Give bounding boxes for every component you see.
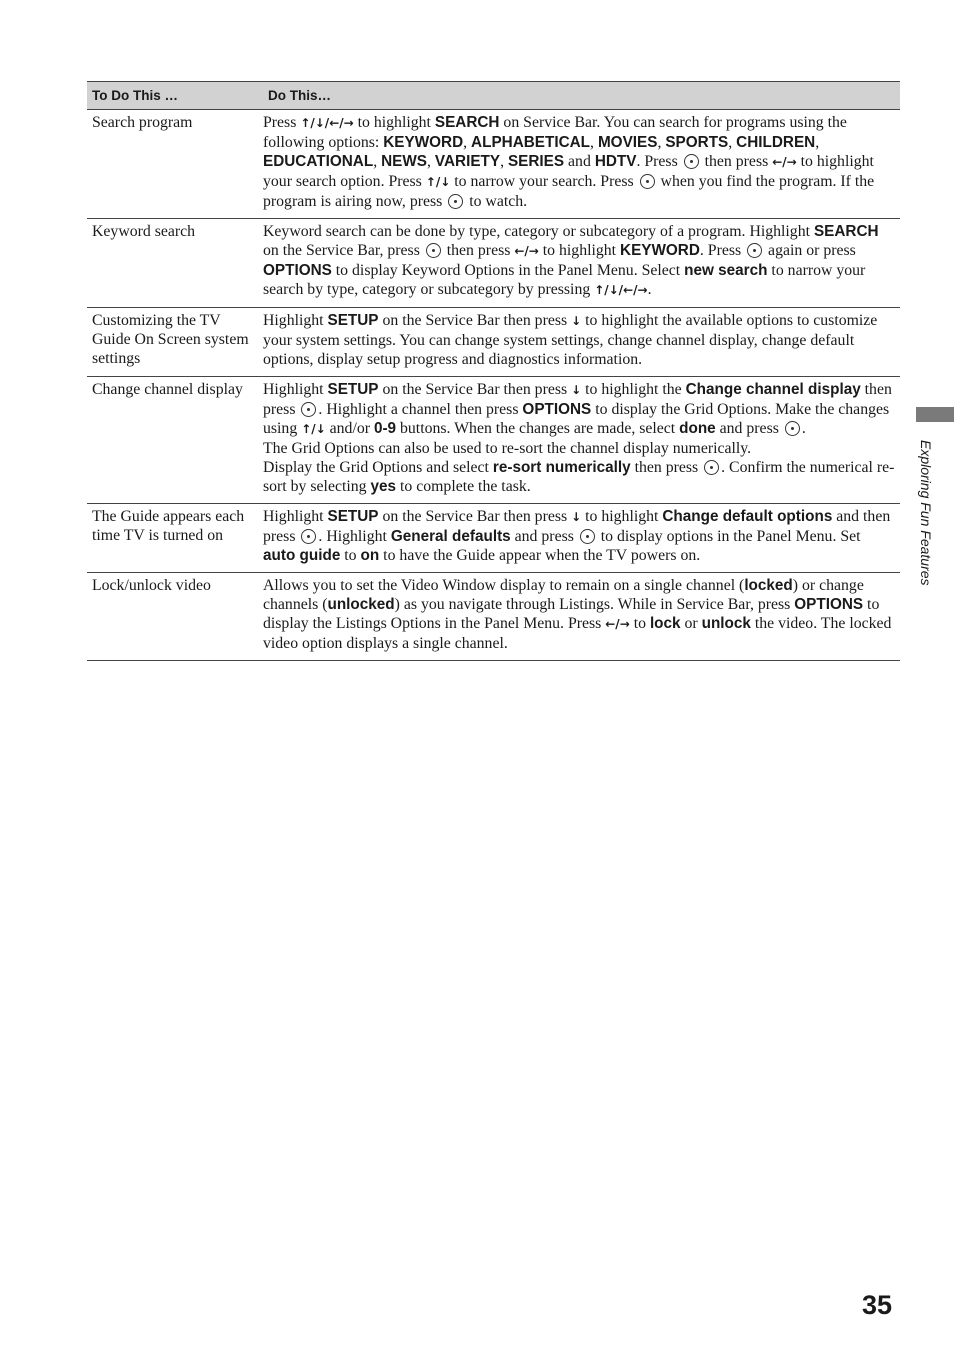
instruction-text: , xyxy=(657,134,666,151)
menu-term: General defaults xyxy=(390,528,511,545)
table-row xyxy=(87,377,900,504)
instruction-text: Highlight xyxy=(263,381,328,398)
enter-button-icon xyxy=(640,174,655,189)
enter-button-icon xyxy=(301,402,316,417)
instruction-text: or xyxy=(680,615,702,632)
row-task: Customizing the TV Guide On Screen system settings xyxy=(92,312,249,367)
instruction-text: . xyxy=(801,420,806,437)
enter-button-icon xyxy=(580,529,595,544)
row-instructions xyxy=(263,311,900,369)
header-task: To Do This … xyxy=(92,88,178,103)
menu-term: HDTV xyxy=(594,153,637,170)
row-instructions xyxy=(263,113,900,211)
menu-term: yes xyxy=(370,478,397,495)
header-action: Do This… xyxy=(268,88,331,103)
menu-term: MOVIES xyxy=(597,134,658,151)
table-header xyxy=(87,82,900,110)
instruction-text: to xyxy=(340,547,361,564)
instruction-text: on the Service Bar then press xyxy=(378,508,572,525)
menu-term: SEARCH xyxy=(434,114,500,131)
arrow-keys-icon: ↑/↓ xyxy=(301,422,326,436)
section-label xyxy=(914,440,934,640)
enter-button-icon xyxy=(785,421,800,436)
menu-term: done xyxy=(679,420,716,437)
menu-term: Change channel display xyxy=(685,381,861,398)
menu-term: locked xyxy=(744,577,793,594)
instruction-text: Highlight xyxy=(263,508,328,525)
menu-term: OPTIONS xyxy=(794,596,864,613)
row-task: The Guide appears each time TV is turned on xyxy=(92,508,245,544)
table-row xyxy=(87,308,900,377)
menu-term: auto guide xyxy=(263,547,341,564)
instruction-text: then press xyxy=(263,381,892,418)
instruction-text: to highlight xyxy=(581,508,663,525)
menu-term: ALPHABETICAL xyxy=(471,134,591,151)
instruction-text: to display the Grid Options. Make the changes using xyxy=(263,401,890,437)
menu-term: OPTIONS xyxy=(522,401,592,418)
instruction-text: . Press xyxy=(636,153,682,170)
menu-term: on xyxy=(360,547,380,564)
instruction-text: then press xyxy=(630,459,703,476)
instruction-text: the video. The locked video option displays a single channel. xyxy=(263,615,892,652)
enter-button-icon xyxy=(448,194,463,209)
instruction-text: . Confirm the numerical re-sort by selecting xyxy=(263,459,895,495)
instruction-text: Allows you to set the Video Window display to remain on a single channel ( xyxy=(263,577,745,594)
instruction-text: to highlight the xyxy=(581,381,686,398)
instruction-text: . Highlight a channel then press xyxy=(318,401,523,418)
instruction-text: . Press xyxy=(699,242,746,259)
arrow-keys-icon: ↑/↓ xyxy=(425,175,451,189)
instruction-text: , xyxy=(463,134,472,151)
arrow-keys-icon: ←/→ xyxy=(772,155,797,169)
instruction-text: ) as you navigate through Listings. While in Service Bar, press xyxy=(394,596,795,613)
instruction-text: again or press xyxy=(764,242,856,259)
table-row xyxy=(87,504,900,573)
row-instructions xyxy=(263,507,900,565)
instruction-text: and then press xyxy=(263,508,891,545)
menu-term: re-sort numerically xyxy=(492,459,631,476)
menu-term: OPTIONS xyxy=(263,262,332,279)
instruction-text: and xyxy=(564,153,595,170)
menu-term: SETUP xyxy=(327,381,379,398)
instruction-text: . Highlight xyxy=(318,528,391,545)
enter-button-icon xyxy=(747,243,762,258)
menu-term: EDUCATIONAL xyxy=(263,153,374,170)
instruction-text: The Grid Options can also be used to re-sort the channel display numerically. xyxy=(263,440,752,457)
instruction-text: to narrow your search. Press xyxy=(450,173,638,190)
menu-term: SETUP xyxy=(327,508,379,525)
enter-button-icon xyxy=(301,529,316,544)
menu-term: 0-9 xyxy=(373,420,397,437)
enter-button-icon xyxy=(426,243,441,258)
arrow-keys-icon: ←/→ xyxy=(605,617,630,631)
menu-term: SPORTS xyxy=(665,134,729,151)
instruction-text: Press xyxy=(263,114,301,131)
instruction-text: when you find the program. If the program is airing now, press xyxy=(263,173,875,210)
arrow-keys-icon: ↓ xyxy=(571,314,582,328)
menu-term: Change default options xyxy=(662,508,833,525)
arrow-keys-icon: ↑/↓/←/→ xyxy=(594,283,648,297)
arrow-keys-icon: ↓ xyxy=(571,383,582,397)
instruction-text: , xyxy=(427,153,435,170)
row-task: Search program xyxy=(92,114,193,131)
enter-button-icon xyxy=(684,154,699,169)
instruction-text: and press xyxy=(715,420,783,437)
table-row xyxy=(87,219,900,308)
instruction-text: and/or xyxy=(325,420,374,437)
menu-term: SETUP xyxy=(327,312,379,329)
table-body xyxy=(87,110,900,661)
instruction-text: then press xyxy=(442,242,515,259)
instruction-text: to have the Guide appear when the TV powers on. xyxy=(379,547,701,564)
instruction-text: buttons. When the changes are made, select xyxy=(396,420,680,437)
instruction-text: Highlight xyxy=(263,312,328,329)
instruction-text: to watch. xyxy=(465,193,528,210)
instruction-text: to highlight the available options to customize your system settings. You can change system settings, change channel display, change default options, display setup progress and diagnostics information. xyxy=(263,312,878,368)
instruction-text: , xyxy=(373,153,382,170)
row-instructions xyxy=(263,380,900,496)
instruction-text: , xyxy=(728,134,737,151)
instruction-text: Keyword search can be done by type, category or subcategory of a program. Highlight xyxy=(263,223,814,240)
instruction-text: to display the Listings Options in the Panel Menu. Press xyxy=(263,596,880,632)
menu-term: SEARCH xyxy=(813,223,879,240)
instruction-text: to display Keyword Options in the Panel Menu. Select xyxy=(331,262,685,279)
menu-term: SERIES xyxy=(507,153,565,170)
instruction-text: , xyxy=(590,134,598,151)
menu-term: KEYWORD xyxy=(620,242,700,259)
instruction-text: and press xyxy=(510,528,578,545)
table-row xyxy=(87,573,900,661)
menu-term: CHILDREN xyxy=(736,134,816,151)
instruction-text: to narrow your search by type, category or subcategory by pressing xyxy=(263,262,866,298)
instruction-text: then press xyxy=(700,153,773,170)
enter-button-icon xyxy=(704,460,719,475)
instruction-text: on Service Bar. You can search for programs using the following options: xyxy=(263,114,847,151)
row-task: Lock/unlock video xyxy=(92,577,211,594)
instruction-text: ) or change channels ( xyxy=(263,577,864,613)
page-number: 35 xyxy=(862,1290,893,1320)
menu-term: new search xyxy=(684,262,768,279)
instruction-text: to xyxy=(629,615,650,632)
instruction-text: on the Service Bar then press xyxy=(378,381,572,398)
instruction-text: , xyxy=(815,134,820,151)
section-label-text: Exploring Fun Features xyxy=(918,440,934,586)
menu-term: unlock xyxy=(701,615,751,632)
row-task: Change channel display xyxy=(92,381,243,398)
instruction-text: , xyxy=(500,153,508,170)
instruction-text: on the Service Bar then press xyxy=(378,312,572,329)
row-instructions xyxy=(263,576,900,653)
instruction-text: to highlight your search option. Press xyxy=(263,153,874,190)
row-task: Keyword search xyxy=(92,223,196,240)
menu-term: KEYWORD xyxy=(383,134,464,151)
arrow-keys-icon: ←/→ xyxy=(514,244,539,258)
row-instructions xyxy=(263,222,900,300)
feature-table xyxy=(87,81,900,661)
instruction-text: to highlight xyxy=(538,242,621,259)
menu-term: lock xyxy=(649,615,681,632)
section-tab-marker xyxy=(916,407,954,422)
instruction-text: . xyxy=(647,281,652,298)
instruction-text: on the Service Bar, press xyxy=(263,242,424,259)
table-row xyxy=(87,110,900,219)
instruction-text: to complete the task. xyxy=(396,478,531,495)
menu-term: VARIETY xyxy=(434,153,501,170)
menu-term: unlocked xyxy=(327,596,395,613)
instruction-text: to highlight xyxy=(353,114,435,131)
instruction-text: to display options in the Panel Menu. Set xyxy=(596,528,861,545)
arrow-keys-icon: ↑/↓/←/→ xyxy=(300,116,354,130)
instruction-text: Display the Grid Options and select xyxy=(263,459,493,476)
arrow-keys-icon: ↓ xyxy=(571,510,582,524)
menu-term: NEWS xyxy=(381,153,427,170)
